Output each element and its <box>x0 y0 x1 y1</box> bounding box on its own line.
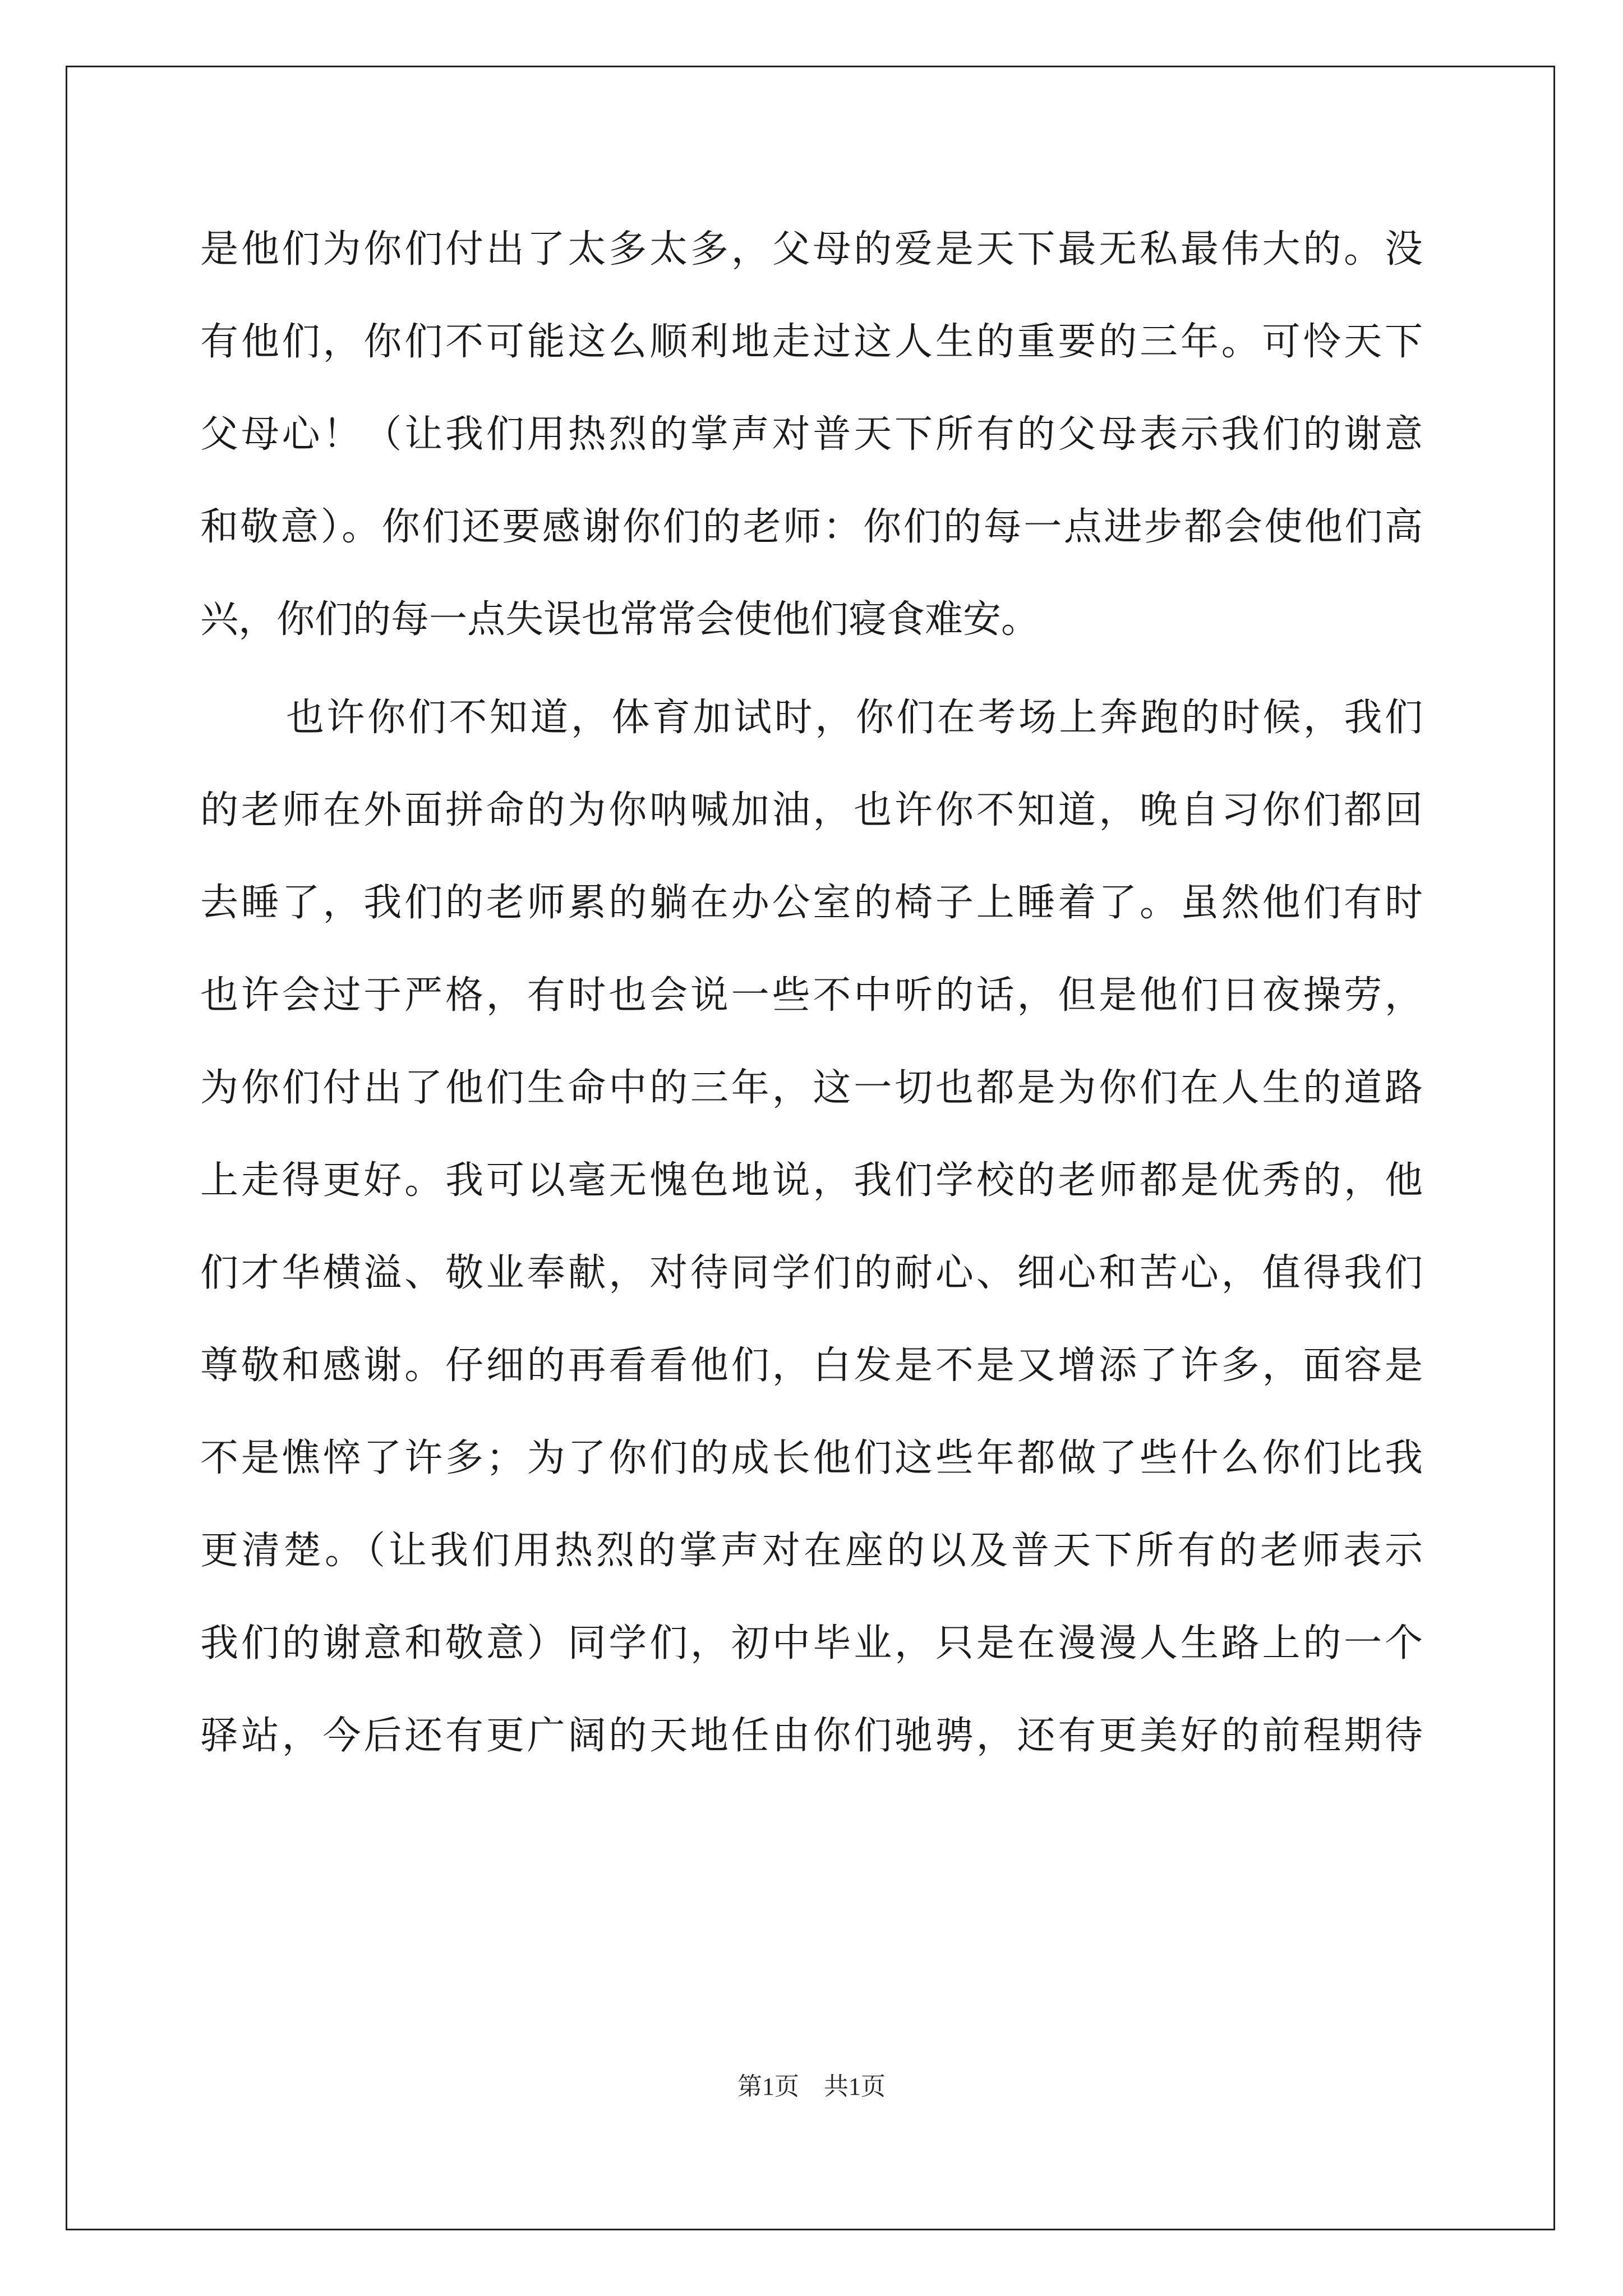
page-border <box>66 66 1555 2230</box>
text-line: 我们的谢意和敬意）同学们，初中毕业，只是在漫漫人生路上的一个 <box>200 1621 1423 1665</box>
text-line: 兴，你们的每一点失误也常常会使他们寝食难安。 <box>200 597 1040 642</box>
text-line: 的老师在外面拼命的为你呐喊加油，也许你不知道，晚自习你们都回 <box>200 788 1423 832</box>
text-line: 上走得更好。我可以毫无愧色地说，我们学校的老师都是优秀的，他 <box>200 1158 1423 1203</box>
text-line: 们才华横溢、敬业奉献，对待同学们的耐心、细心和苦心，值得我们 <box>200 1251 1423 1295</box>
text-line: 去睡了，我们的老师累的躺在办公室的椅子上睡着了。虽然他们有时 <box>200 881 1423 925</box>
text-line: 也许会过于严格，有时也会说一些不中听的话，但是他们日夜操劳， <box>200 973 1423 1018</box>
text-line: 为你们付出了他们生命中的三年，这一切也都是为你们在人生的道路 <box>200 1066 1423 1110</box>
page-number-footer: 第1页 共1页 <box>737 2073 886 2100</box>
text-line: 更清楚。（让我们用热烈的掌声对在座的以及普天下所有的老师表示 <box>200 1529 1423 1573</box>
text-line: 驿站，今后还有更广阔的天地任由你们驰骋，还有更美好的前程期待 <box>200 1714 1423 1758</box>
text-line: 尊敬和感谢。仔细的再看看他们，白发是不是又增添了许多，面容是 <box>200 1343 1423 1388</box>
text-line: 和敬意）。你们还要感谢你们的老师：你们的每一点进步都会使他们高 <box>200 505 1423 549</box>
text-line: 不是憔悴了许多；为了你们的成长他们这些年都做了些什么你们比我 <box>200 1436 1423 1480</box>
text-line: 父母心！（让我们用热烈的掌声对普天下所有的父母表示我们的谢意 <box>200 412 1423 457</box>
text-line: 是他们为你们付出了太多太多，父母的爱是天下最无私最伟大的。没 <box>200 227 1423 272</box>
text-line: 有他们，你们不可能这么顺利地走过这人生的重要的三年。可怜天下 <box>200 320 1423 364</box>
paragraph-first-line: 也许你们不知道，体育加试时，你们在考场上奔跑的时候，我们 <box>286 696 1423 740</box>
